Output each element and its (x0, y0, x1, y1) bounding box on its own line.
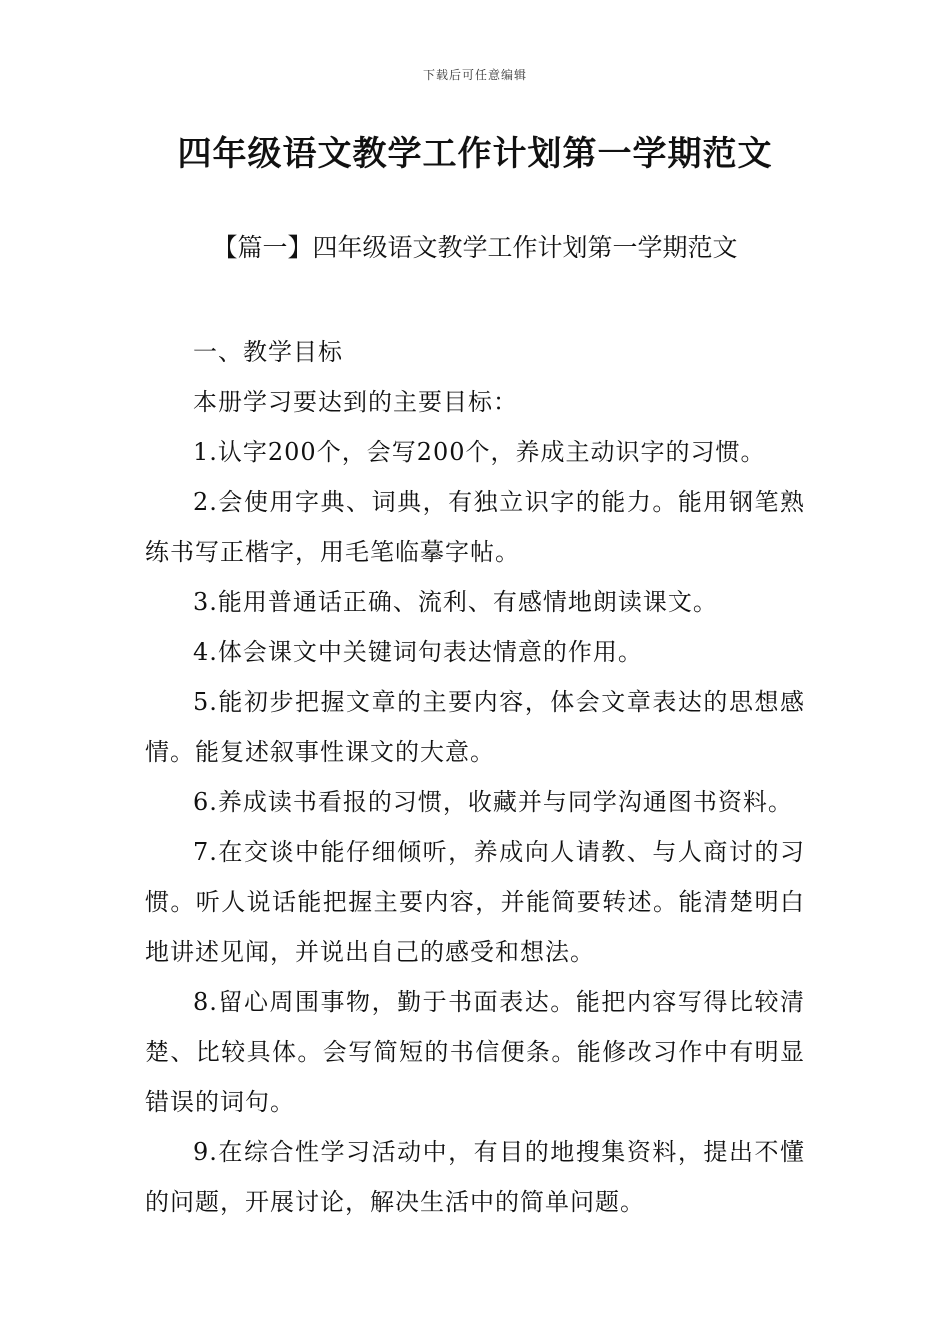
document-title: 四年级语文教学工作计划第一学期范文 (177, 134, 773, 174)
paragraph: 6.养成读书看报的习惯，收藏并与同学沟通图书资料。 (193, 788, 793, 816)
paragraph: 9.在综合性学习活动中，有目的地搜集资料，提出不懂的问题，开展讨论，解决生活中的简单问题。 (145, 1138, 805, 1216)
paragraph: 1.认字200个，会写200个，养成主动识字的习惯。 (193, 438, 766, 466)
section-title: 【篇一】四年级语文教学工作计划第一学期范文 (212, 233, 738, 262)
paragraph: 3.能用普通话正确、流利、有感情地朗读课文。 (193, 588, 718, 616)
document-body (145, 327, 805, 1227)
paragraph: 本册学习要达到的主要目标： (193, 388, 518, 416)
paragraph: 5.能初步把握文章的主要内容，体会文章表达的思想感情。能复述叙事性课文的大意。 (145, 688, 805, 766)
paragraph: 7.在交谈中能仔细倾听，养成向人请教、与人商讨的习惯。听人说话能把握主要内容，并能简要转述。能清楚明白地讲述见闻，并说出自己的感受和想法。 (145, 838, 805, 966)
paragraph: 8.留心周围事物，勤于书面表达。能把内容写得比较清楚、比较具体。会写简短的书信便条。能修改习作中有明显错误的词句。 (145, 988, 805, 1116)
paragraph: 2.会使用字典、词典，有独立识字的能力。能用钢笔熟练书写正楷字，用毛笔临摹字帖。 (145, 488, 805, 566)
paragraph: 4.体会课文中关键词句表达情意的作用。 (193, 638, 643, 666)
header-note: 下载后可任意编辑 (422, 68, 527, 82)
paragraph-heading: 一、教学目标 (193, 338, 343, 366)
